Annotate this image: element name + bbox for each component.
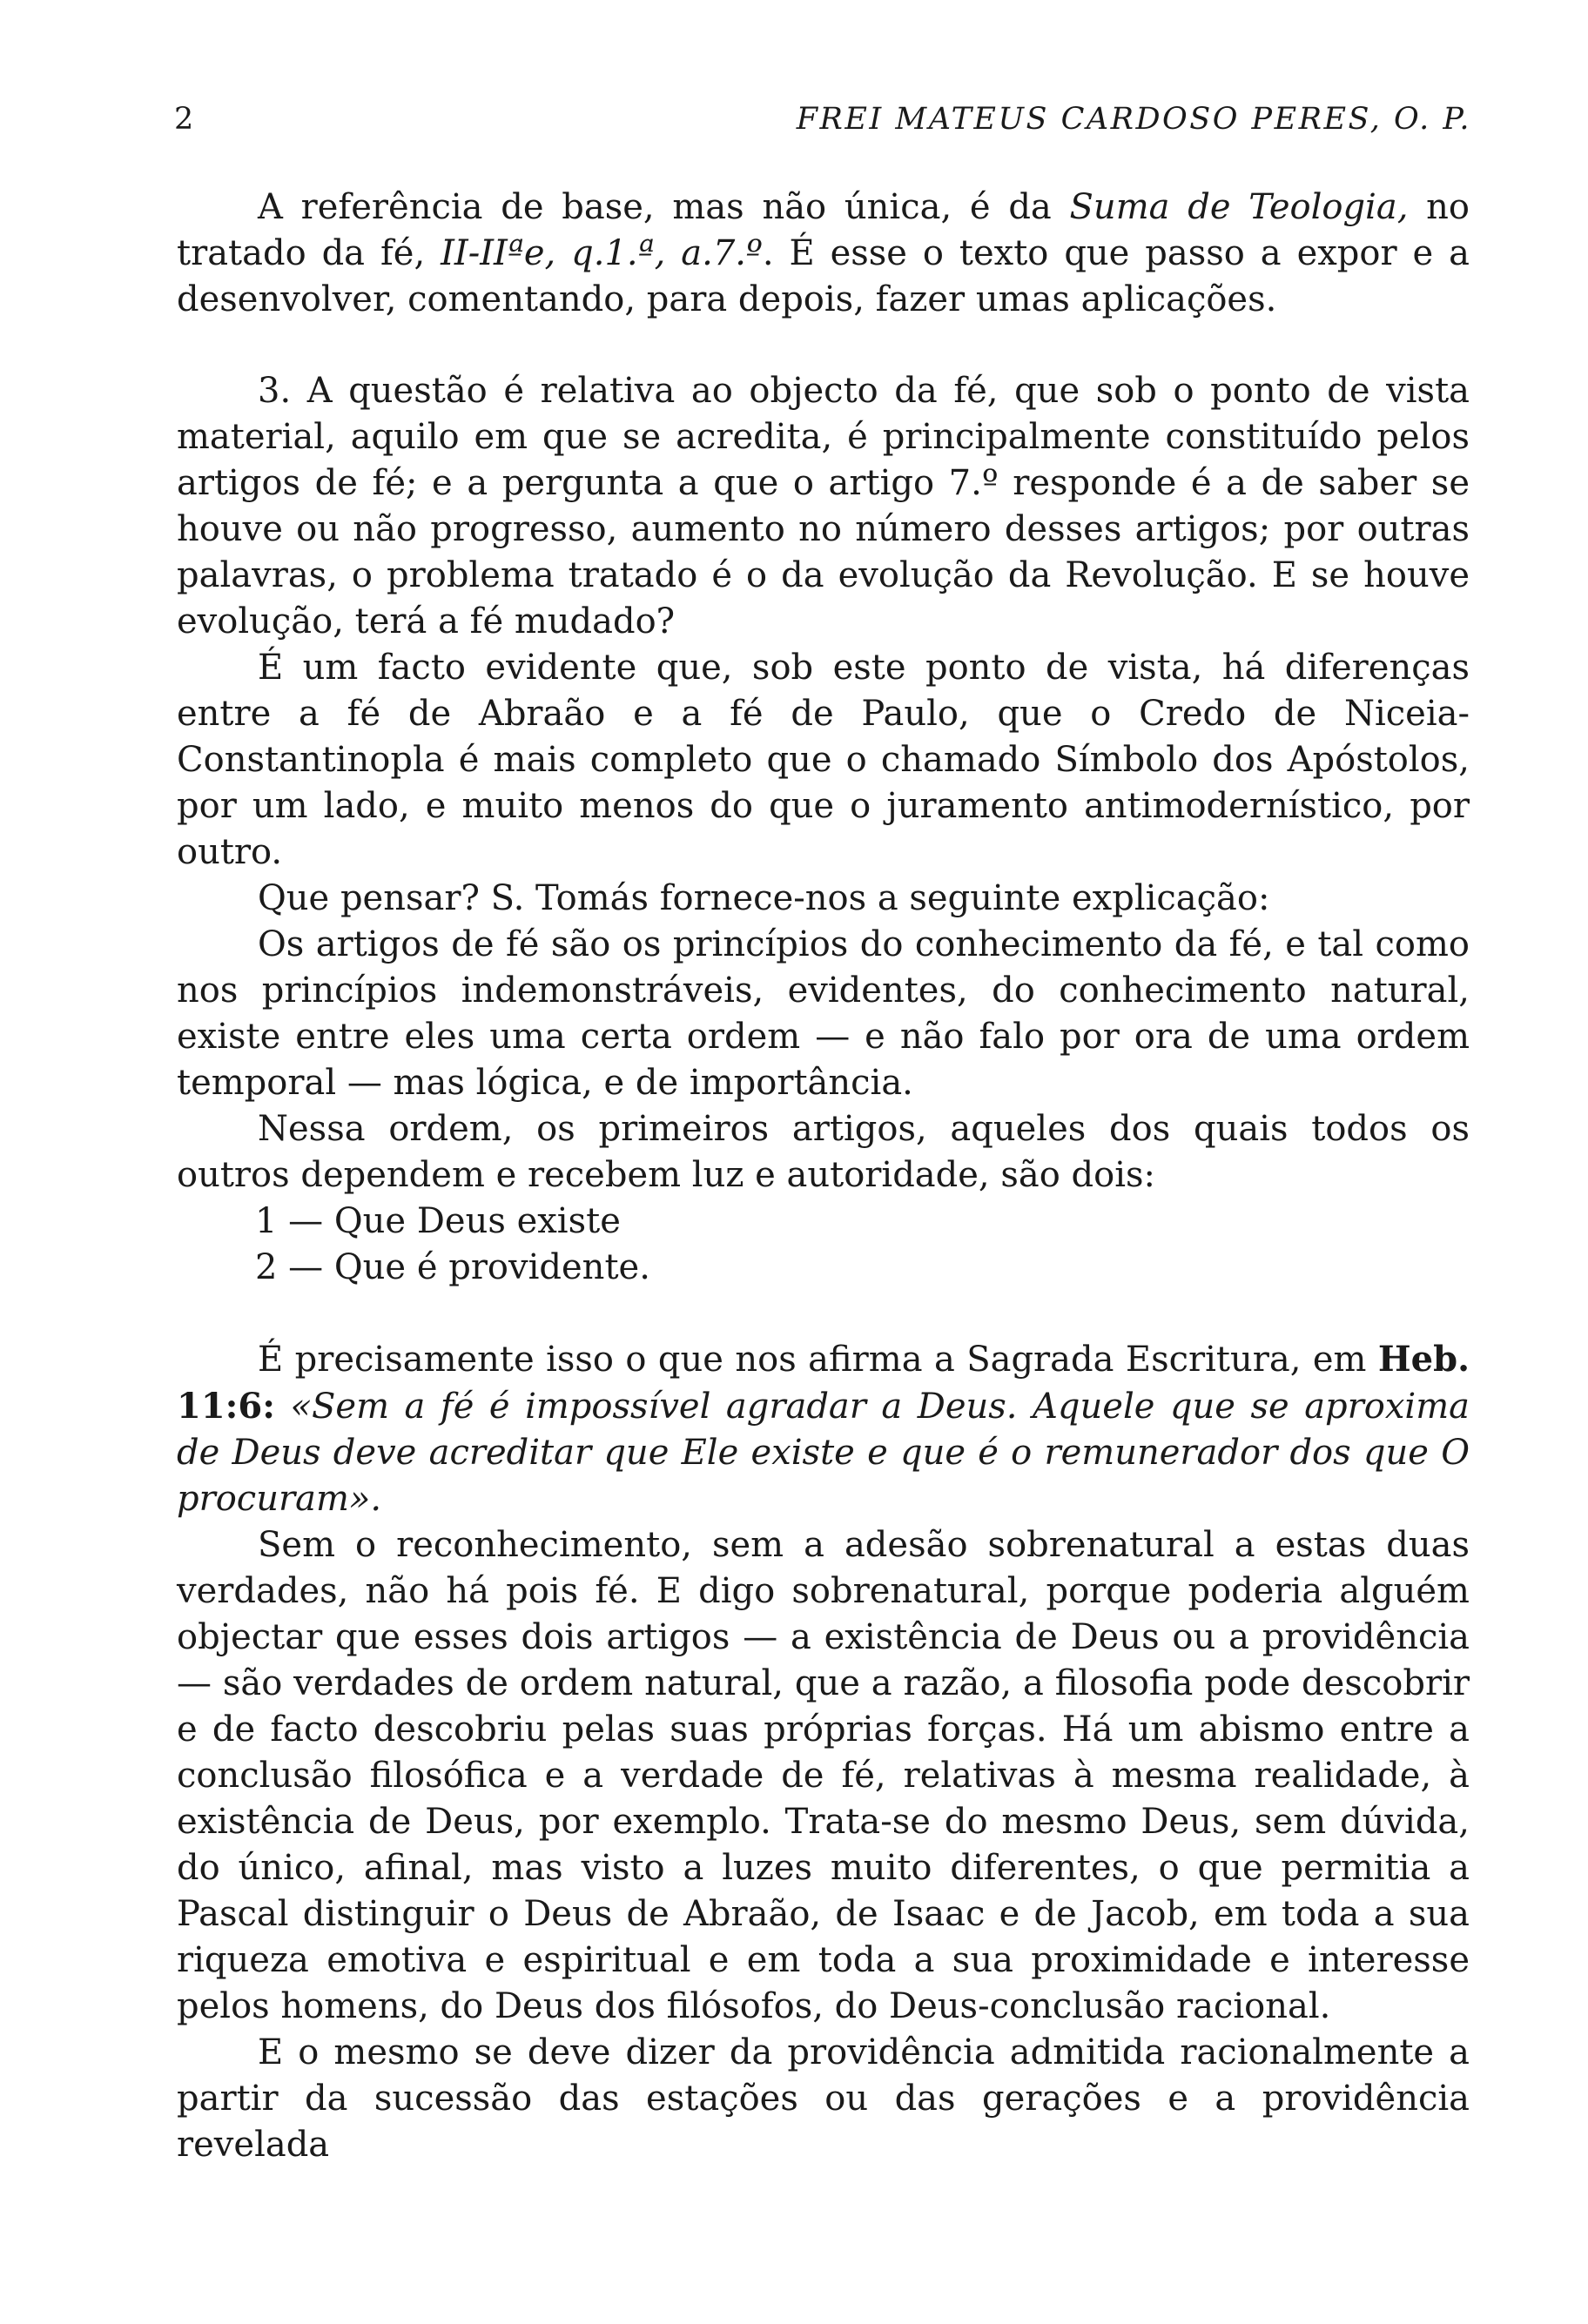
paragraph-providence: E o mesmo se deve dizer da providência admitida racionalmente a partir da sucessão das estações ou das gerações e a providência revelada bbox=[177, 2032, 1470, 2165]
page-body bbox=[177, 185, 1470, 2168]
paragraph-reference bbox=[177, 185, 1470, 323]
work-title: Suma de Teologia, bbox=[1069, 187, 1409, 227]
citation: II-IIªe, q.1.ª, a.7.º bbox=[441, 233, 763, 273]
paragraph-question: Que pensar? S. Tomás fornece-nos a seguinte explicação: bbox=[258, 878, 1270, 918]
paragraph-text: . É esse o texto que passo a expor e a desenvolver, comentando, para depois, fazer umas aplicações. bbox=[177, 233, 1470, 319]
list-item: 1 — Que Deus existe bbox=[255, 1201, 621, 1241]
paragraph-first-articles: Nessa ordem, os primeiros artigos, aqueles dos quais todos os outros dependem e recebem luz e autoridade, são dois: bbox=[177, 1109, 1470, 1195]
paragraph-text: A referência de base, mas não única, é da bbox=[258, 187, 1070, 227]
articles-list bbox=[177, 1199, 1470, 1291]
scripture-quote: «Sem a fé é impossível agradar a Deus. Aquele que se aproxima de Deus deve acreditar que Ele existe e que é o remunerador dos que O procuram». bbox=[177, 1387, 1470, 1519]
paragraph-text: É precisamente isso o que nos afirma a Sagrada Escritura, em bbox=[258, 1340, 1378, 1380]
paragraph-articles-principles: Os artigos de fé são os princípios do conhecimento da fé, e tal como nos princípios indemonstráveis, evidentes, do conhecimento natural, existe entre eles uma certa ordem — e não falo por ora de uma ordem temporal — mas lógica, e de importância. bbox=[177, 924, 1470, 1103]
page-header bbox=[174, 97, 1471, 141]
paragraph-text: no tratado da fé, bbox=[177, 187, 1470, 273]
running-head: FREI MATEUS CARDOSO PERES, O. P. bbox=[796, 102, 1471, 137]
paragraph-evident-fact: É um facto evidente que, sob este ponto de vista, há diferenças entre a fé de Abraão e a fé de Paulo, que o Credo de Niceia-Constantinopla é mais completo que o chamado Símbolo dos Apóstolos, por um lado, e muito menos do que o juramento antimodernístico, por outro. bbox=[177, 648, 1470, 872]
list-item: 2 — Que é providente. bbox=[255, 1247, 650, 1287]
paragraph-supernatural: Sem o reconhecimento, sem a adesão sobrenatural a estas duas verdades, não há pois fé. E digo sobrenatural, porque poderia alguém objectar que esses dois artigos — a existência de Deus ou a providência — são verdades de ordem natural, que a razão, a filosofia pode descobrir e de facto descobriu pelas suas próprias forças. Há um abismo entre a conclusão filosófica e a verdade de fé, relativas à mesma realidade, à existência de Deus, por exemplo. Trata-se do mesmo Deus, sem dúvida, do único, afinal, mas visto a luzes muito diferentes, o que permitia a Pascal distinguir o Deus de Abraão, de Isaac e de Jacob, em toda a sua riqueza emotiva e espiritual e em toda a sua proximidade e interesse pelos homens, do Deus dos filósofos, do Deus-conclusão racional. bbox=[177, 1525, 1470, 2026]
paragraph-section-3: 3. A questão é relativa ao objecto da fé, que sob o ponto de vista material, aquilo em que se acredita, é principalmente constituído pelos artigos de fé; e a pergunta a que o artigo 7.º responde é a de saber se houve ou não progresso, aumento no número desses artigos; por outras palavras, o problema tratado é o da evolução da Revolução. E se houve evolução, terá a fé mudado? bbox=[177, 371, 1470, 641]
paragraph-text bbox=[275, 1387, 291, 1427]
page-number: 2 bbox=[174, 102, 194, 137]
paragraph-scripture bbox=[177, 1336, 1470, 1522]
scripture-reference: Heb. 11:6: bbox=[177, 1339, 1470, 1427]
